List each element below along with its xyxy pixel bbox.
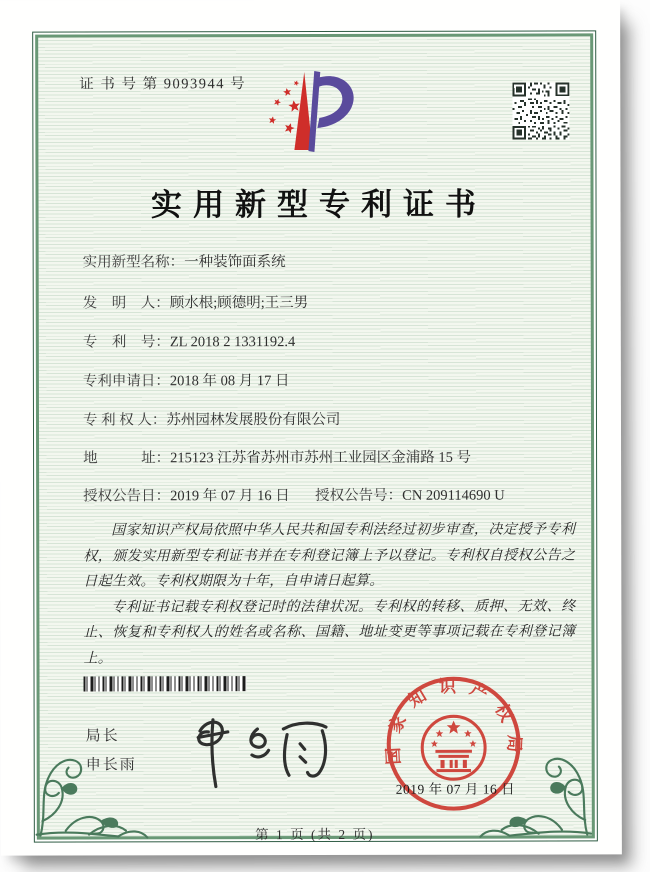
field-patentee-value: 苏州园林发展股份有限公司	[166, 411, 341, 429]
field-address-label: 地 址：	[83, 450, 171, 467]
field-name	[83, 249, 583, 271]
field-address-value: 215123 江苏省苏州市苏州工业园区金浦路 15 号	[170, 449, 471, 467]
field-grant-no-value: CN 209114690 U	[402, 487, 505, 504]
statutory-paragraph-2: 专利证书记载专利权登记时的法律状况。专利权的转移、质押、无效、终止、恢复和专利权人的姓名或名称、国籍、地址变更等事项记载在专利登记簿上。	[83, 599, 576, 667]
statutory-text	[83, 517, 575, 672]
seal-date: 2019 年 07 月 16 日	[395, 781, 516, 797]
field-filing-date-label: 专利申请日：	[82, 373, 170, 390]
field-grant-date-value: 2019 年 07 月 16 日	[170, 488, 290, 505]
field-filing-date-value: 2018 年 08 月 17 日	[169, 373, 290, 390]
field-patentee-label: 专 利 权 人：	[82, 412, 167, 429]
national-emblem-icon	[422, 716, 485, 779]
field-grant-row	[83, 483, 583, 505]
signatory-name: 申长雨	[85, 756, 137, 774]
field-inventor	[83, 290, 583, 312]
field-patent-no-value: ZL 2018 2 1331192.4	[169, 334, 296, 351]
certificate-title: 实用新型专利证书	[150, 186, 488, 223]
certificate-number: 证 书 号 第 9093944 号	[79, 76, 247, 93]
field-inventor-value: 顾水根;顾德明;王三男	[169, 295, 309, 312]
field-patent-no	[83, 329, 583, 351]
qr-code	[512, 82, 569, 139]
field-grant-date-label: 授权公告日：	[83, 488, 171, 505]
signature-handwriting	[184, 703, 339, 791]
field-name-value: 一种装饰面系统	[184, 254, 286, 271]
field-address	[83, 445, 583, 467]
page-number: 第 1 页 (共 2 页)	[255, 826, 375, 843]
barcode	[84, 676, 247, 691]
signatory-title: 局长	[85, 727, 120, 745]
seal-arc-text: 国家知识产权局	[382, 676, 525, 766]
field-grant-no-label: 授权公告号：	[315, 487, 403, 504]
field-patent-no-label: 专 利 号：	[82, 334, 170, 351]
statutory-paragraph-1: 国家知识产权局依照中华人民共和国专利法经过初步审查，决定授予专利权，颁发实用新型专利证书并在专利登记簿上予以登记。专利权自授权公告之日起生效。专利权期限为十年，自申请日起算。	[83, 522, 576, 590]
field-patentee	[83, 407, 583, 429]
field-filing-date	[83, 368, 583, 390]
field-grant-no	[315, 484, 505, 505]
cnipa-patent-logo-icon	[263, 68, 361, 156]
field-inventor-label: 发 明 人：	[82, 295, 170, 312]
field-name-label: 实用新型名称：	[82, 254, 185, 271]
